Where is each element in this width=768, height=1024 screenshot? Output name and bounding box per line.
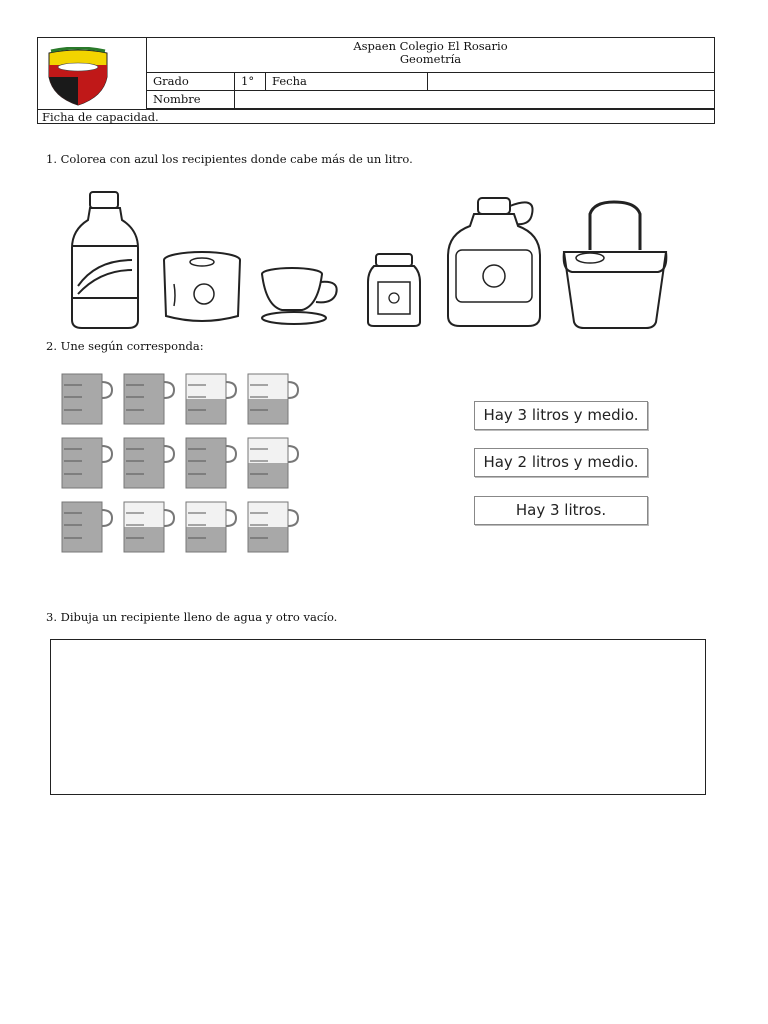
- measuring-jug-icon: [58, 370, 114, 430]
- nombre-label: Nombre: [147, 91, 235, 108]
- containers-row: [60, 178, 680, 338]
- bottle-icon[interactable]: [66, 190, 144, 330]
- school-name: Aspaen Colegio El Rosario: [353, 39, 508, 53]
- measuring-jug-icon: [244, 498, 300, 558]
- measuring-jug-icon: [120, 498, 176, 558]
- school-crest-icon: [43, 47, 113, 107]
- grado-label: Grado: [147, 73, 235, 90]
- jug-icon[interactable]: [440, 196, 550, 330]
- nombre-field[interactable]: [235, 91, 714, 108]
- measuring-jug-icon: [58, 498, 114, 558]
- jar-icon[interactable]: [366, 252, 422, 328]
- option-3-liters[interactable]: Hay 3 litros.: [474, 496, 648, 525]
- grado-row: [147, 73, 714, 91]
- grado-value: 1°: [235, 73, 266, 90]
- measuring-jug-icon: [244, 434, 300, 494]
- bucket-icon[interactable]: [560, 200, 670, 330]
- fecha-label: Fecha: [266, 73, 428, 90]
- fecha-field[interactable]: [428, 73, 714, 90]
- measuring-jug-icon: [120, 370, 176, 430]
- question-2: 2. Une según corresponda:: [46, 339, 204, 353]
- sheet-title: Ficha de capacidad.: [38, 109, 714, 125]
- header-table: [37, 37, 715, 124]
- measuring-jug-icon: [244, 370, 300, 430]
- nombre-row: [147, 91, 714, 109]
- measuring-jug-icon: [182, 434, 238, 494]
- measuring-jug-icon: [182, 370, 238, 430]
- measuring-jug-icon: [182, 498, 238, 558]
- cup-icon[interactable]: [260, 266, 344, 328]
- option-2-5-liters[interactable]: Hay 2 litros y medio.: [474, 448, 648, 477]
- option-3-5-liters[interactable]: Hay 3 litros y medio.: [474, 401, 648, 430]
- can-icon[interactable]: [160, 250, 244, 328]
- school-logo-cell: [38, 38, 147, 109]
- measuring-jug-icon: [58, 434, 114, 494]
- subject-name: Geometría: [399, 52, 462, 66]
- question-3: 3. Dibuja un recipiente lleno de agua y otro vacío.: [46, 610, 338, 624]
- question-1: 1. Colorea con azul los recipientes donde cabe más de un litro.: [46, 152, 413, 166]
- title-cell: [147, 38, 714, 73]
- drawing-area[interactable]: [50, 639, 706, 795]
- measuring-jug-icon: [120, 434, 176, 494]
